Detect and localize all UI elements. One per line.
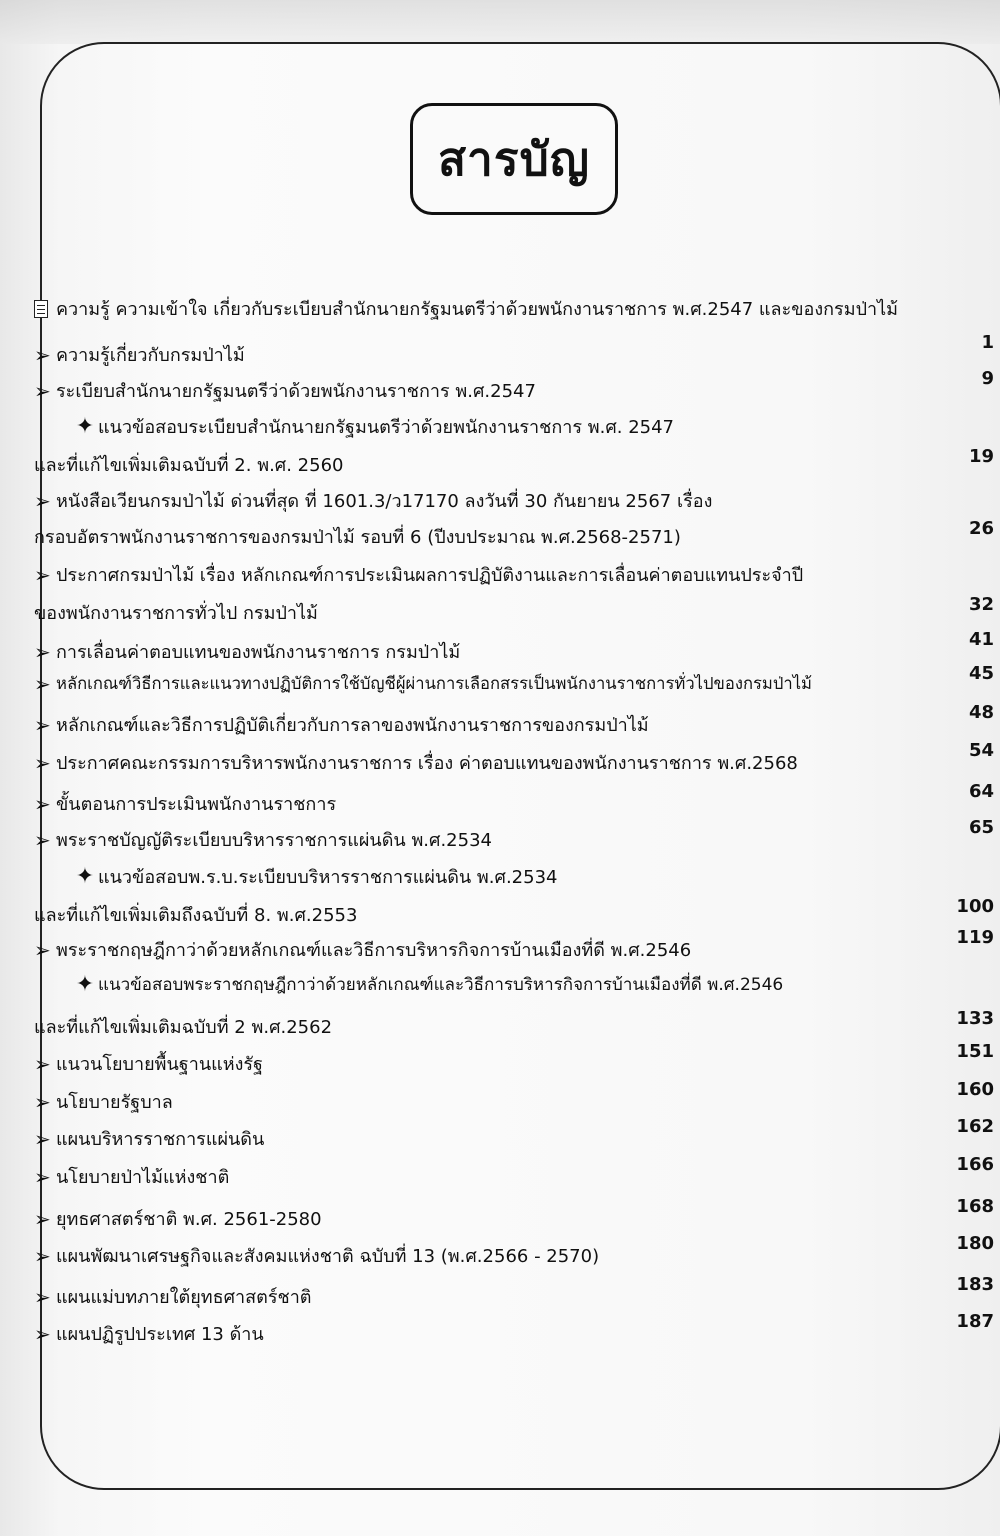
toc-entry-text: แผนบริหารราชการแผ่นดิน (56, 1129, 265, 1150)
toc-entry[interactable] (34, 1196, 994, 1231)
toc-page-number: 133 (956, 1008, 994, 1029)
arrow-bullet-icon: ➢ (34, 488, 51, 513)
toc-entry[interactable] (34, 1041, 994, 1076)
toc-page-number: 151 (956, 1041, 994, 1062)
toc-entry[interactable] (34, 560, 994, 586)
arrow-bullet-icon: ➢ (34, 1164, 51, 1189)
arrow-bullet-icon: ➢ (34, 1284, 51, 1309)
toc-entry-text: ความรู้เกี่ยวกับกรมป่าไม้ (56, 345, 245, 366)
arrow-bullet-icon: ➢ (34, 827, 51, 852)
toc-entry[interactable] (34, 486, 994, 512)
toc-entry-continuation[interactable] (34, 896, 994, 926)
toc-entry[interactable] (34, 1154, 994, 1189)
toc-entry[interactable] (34, 1311, 994, 1346)
toc-entry-text: แนวนโยบายพื้นฐานแห่งรัฐ (56, 1054, 263, 1075)
toc-entry[interactable] (34, 927, 994, 962)
document-icon (34, 300, 48, 318)
toc-entry-text: การเลื่อนค่าตอบแทนของพนักงานราชการ กรมป่าไม้ (56, 642, 461, 663)
toc-entry-text: ประกาศกรมป่าไม้ เรื่อง หลักเกณฑ์การประเมินผลการปฏิบัติงานและการเลื่อนค่าตอบแทนประจำปี (56, 565, 804, 586)
toc-entry-text: และที่แก้ไขเพิ่มเติมฉบับที่ 2. พ.ศ. 2560 (34, 455, 344, 476)
arrow-bullet-icon: ➢ (34, 639, 51, 664)
toc-entry-text: และที่แก้ไขเพิ่มเติมฉบับที่ 2 พ.ศ.2562 (34, 1017, 333, 1038)
toc-entry-text: แผนพัฒนาเศรษฐกิจและสังคมแห่งชาติ ฉบับที่ 13 (พ.ศ.2566 - 2570) (56, 1246, 600, 1267)
arrow-bullet-icon: ➢ (34, 937, 51, 962)
toc-entry-continuation[interactable] (34, 594, 994, 624)
toc-entry[interactable] (34, 368, 994, 403)
page-title: สารบัญ (437, 131, 590, 186)
four-point-star-icon: ✦ (75, 414, 95, 439)
toc-page-number: 180 (956, 1233, 994, 1254)
toc-page-number: 64 (968, 781, 994, 802)
arrow-bullet-icon: ➢ (34, 342, 51, 367)
toc-page-number: 45 (968, 663, 994, 684)
toc-entry-text: กรอบอัตราพนักงานราชการของกรมป่าไม้ รอบที่ 6 (ปีงบประมาณ พ.ศ.2568-2571) (34, 527, 681, 548)
arrow-bullet-icon: ➢ (34, 1243, 51, 1268)
toc-entry-text: แนวข้อสอบพระราชกฤษฎีกาว่าด้วยหลักเกณฑ์และวิธีการบริหารกิจการบ้านเมืองที่ดี พ.ศ.2546 (98, 975, 784, 995)
toc-entry-text: ของพนักงานราชการทั่วไป กรมป่าไม้ (34, 603, 318, 624)
toc-entry-text: แผนแม่บทภายใต้ยุทธศาสตร์ชาติ (56, 1287, 312, 1308)
toc-page-number: 41 (968, 629, 994, 650)
toc-entry[interactable] (34, 412, 994, 438)
toc-page-number: 65 (968, 817, 994, 838)
arrow-bullet-icon: ➢ (34, 378, 51, 403)
section-heading-text: ความรู้ ความเข้าใจ เกี่ยวกับระเบียบสำนักนายกรัฐมนตรีว่าด้วยพนักงานราชการ พ.ศ.2547 และของกรมป่าไม้ (56, 299, 899, 320)
toc-page-number: 168 (956, 1196, 994, 1217)
toc-entry[interactable] (34, 740, 994, 775)
toc-page-number: 19 (968, 446, 994, 467)
toc-entry-continuation[interactable] (34, 446, 994, 476)
arrow-bullet-icon: ➢ (34, 791, 51, 816)
toc-entry-continuation[interactable] (34, 1008, 994, 1038)
toc-entry-text: ยุทธศาสตร์ชาติ พ.ศ. 2561-2580 (56, 1209, 322, 1230)
arrow-bullet-icon: ➢ (34, 712, 51, 737)
toc-entry[interactable] (34, 332, 994, 367)
toc-entry-text: นโยบายรัฐบาล (56, 1092, 173, 1113)
toc-page-number: 162 (956, 1116, 994, 1137)
page-top-edge (0, 0, 1000, 44)
arrow-bullet-icon: ➢ (34, 1321, 51, 1346)
toc-entry-text: หลักเกณฑ์และวิธีการปฏิบัติเกี่ยวกับการลาของพนักงานราชการของกรมป่าไม้ (56, 715, 649, 736)
title-box (410, 103, 618, 215)
toc-entry[interactable] (34, 862, 994, 888)
toc-entry-text: แผนปฏิรูปประเทศ 13 ด้าน (56, 1324, 264, 1345)
arrow-bullet-icon: ➢ (34, 1206, 51, 1231)
toc-entry[interactable] (34, 817, 994, 852)
toc-page-number: 26 (968, 518, 994, 539)
toc-page-number: 54 (968, 740, 994, 761)
toc-entry[interactable] (34, 702, 994, 737)
arrow-bullet-icon: ➢ (34, 750, 51, 775)
toc-page-number: 48 (968, 702, 994, 723)
toc-page-number: 119 (956, 927, 994, 948)
toc-entry[interactable] (34, 663, 994, 697)
toc-page-number: 100 (956, 896, 994, 917)
toc-page-number: 9 (981, 368, 994, 389)
toc-page-number: 166 (956, 1154, 994, 1175)
four-point-star-icon: ✦ (75, 864, 95, 889)
toc-entry-text: หนังสือเวียนกรมป่าไม้ ด่วนที่สุด ที่ 1601.3/ว17170 ลงวันที่ 30 กันยายน 2567 เรื่อง (56, 491, 713, 512)
toc-entry-text: พระราชกฤษฎีกาว่าด้วยหลักเกณฑ์และวิธีการบริหารกิจการบ้านเมืองที่ดี พ.ศ.2546 (56, 940, 692, 961)
toc-entry-text: แนวข้อสอบพ.ร.บ.ระเบียบบริหารราชการแผ่นดิน พ.ศ.2534 (98, 867, 558, 888)
toc-entry-text: และที่แก้ไขเพิ่มเติมถึงฉบับที่ 8. พ.ศ.2553 (34, 905, 358, 926)
toc-entry[interactable] (34, 629, 994, 664)
toc-entry-text: หลักเกณฑ์วิธีการและแนวทางปฏิบัติการใช้บัญชีผู้ผ่านการเลือกสรรเป็นพนักงานราชการทั่วไปของกรมป่าไม้ (56, 674, 812, 693)
arrow-bullet-icon: ➢ (34, 1089, 51, 1114)
arrow-bullet-icon: ➢ (34, 672, 51, 696)
toc-page-number: 1 (981, 332, 994, 353)
toc-page-number: 187 (956, 1311, 994, 1332)
toc-page-number: 160 (956, 1079, 994, 1100)
toc-entry-text: พระราชบัญญัติระเบียบบริหารราชการแผ่นดิน พ.ศ.2534 (56, 830, 492, 851)
toc-entry-text: แนวข้อสอบระเบียบสำนักนายกรัฐมนตรีว่าด้วยพนักงานราชการ พ.ศ. 2547 (98, 417, 674, 438)
four-point-star-icon: ✦ (75, 972, 95, 997)
arrow-bullet-icon: ➢ (34, 1126, 51, 1151)
toc-page-number: 32 (968, 594, 994, 615)
toc-entry-continuation[interactable] (34, 518, 994, 548)
toc-entry-text: ประกาศคณะกรรมการบริหารพนักงานราชการ เรื่อง ค่าตอบแทนของพนักงานราชการ พ.ศ.2568 (56, 753, 798, 774)
toc-entry[interactable] (34, 971, 994, 997)
toc-entry-text: ระเบียบสำนักนายกรัฐมนตรีว่าด้วยพนักงานราชการ พ.ศ.2547 (56, 381, 536, 402)
toc-entry[interactable] (34, 1116, 994, 1151)
toc-entry-text: ขั้นตอนการประเมินพนักงานราชการ (56, 794, 337, 815)
section-heading (34, 294, 994, 323)
toc-entry-text: นโยบายป่าไม้แห่งชาติ (56, 1167, 230, 1188)
toc-entry[interactable] (34, 1079, 994, 1114)
arrow-bullet-icon: ➢ (34, 1051, 51, 1076)
toc-entry[interactable] (34, 1274, 994, 1309)
toc-entry[interactable] (34, 781, 994, 816)
toc-page-number: 183 (956, 1274, 994, 1295)
arrow-bullet-icon: ➢ (34, 562, 51, 587)
toc-entry[interactable] (34, 1233, 994, 1268)
